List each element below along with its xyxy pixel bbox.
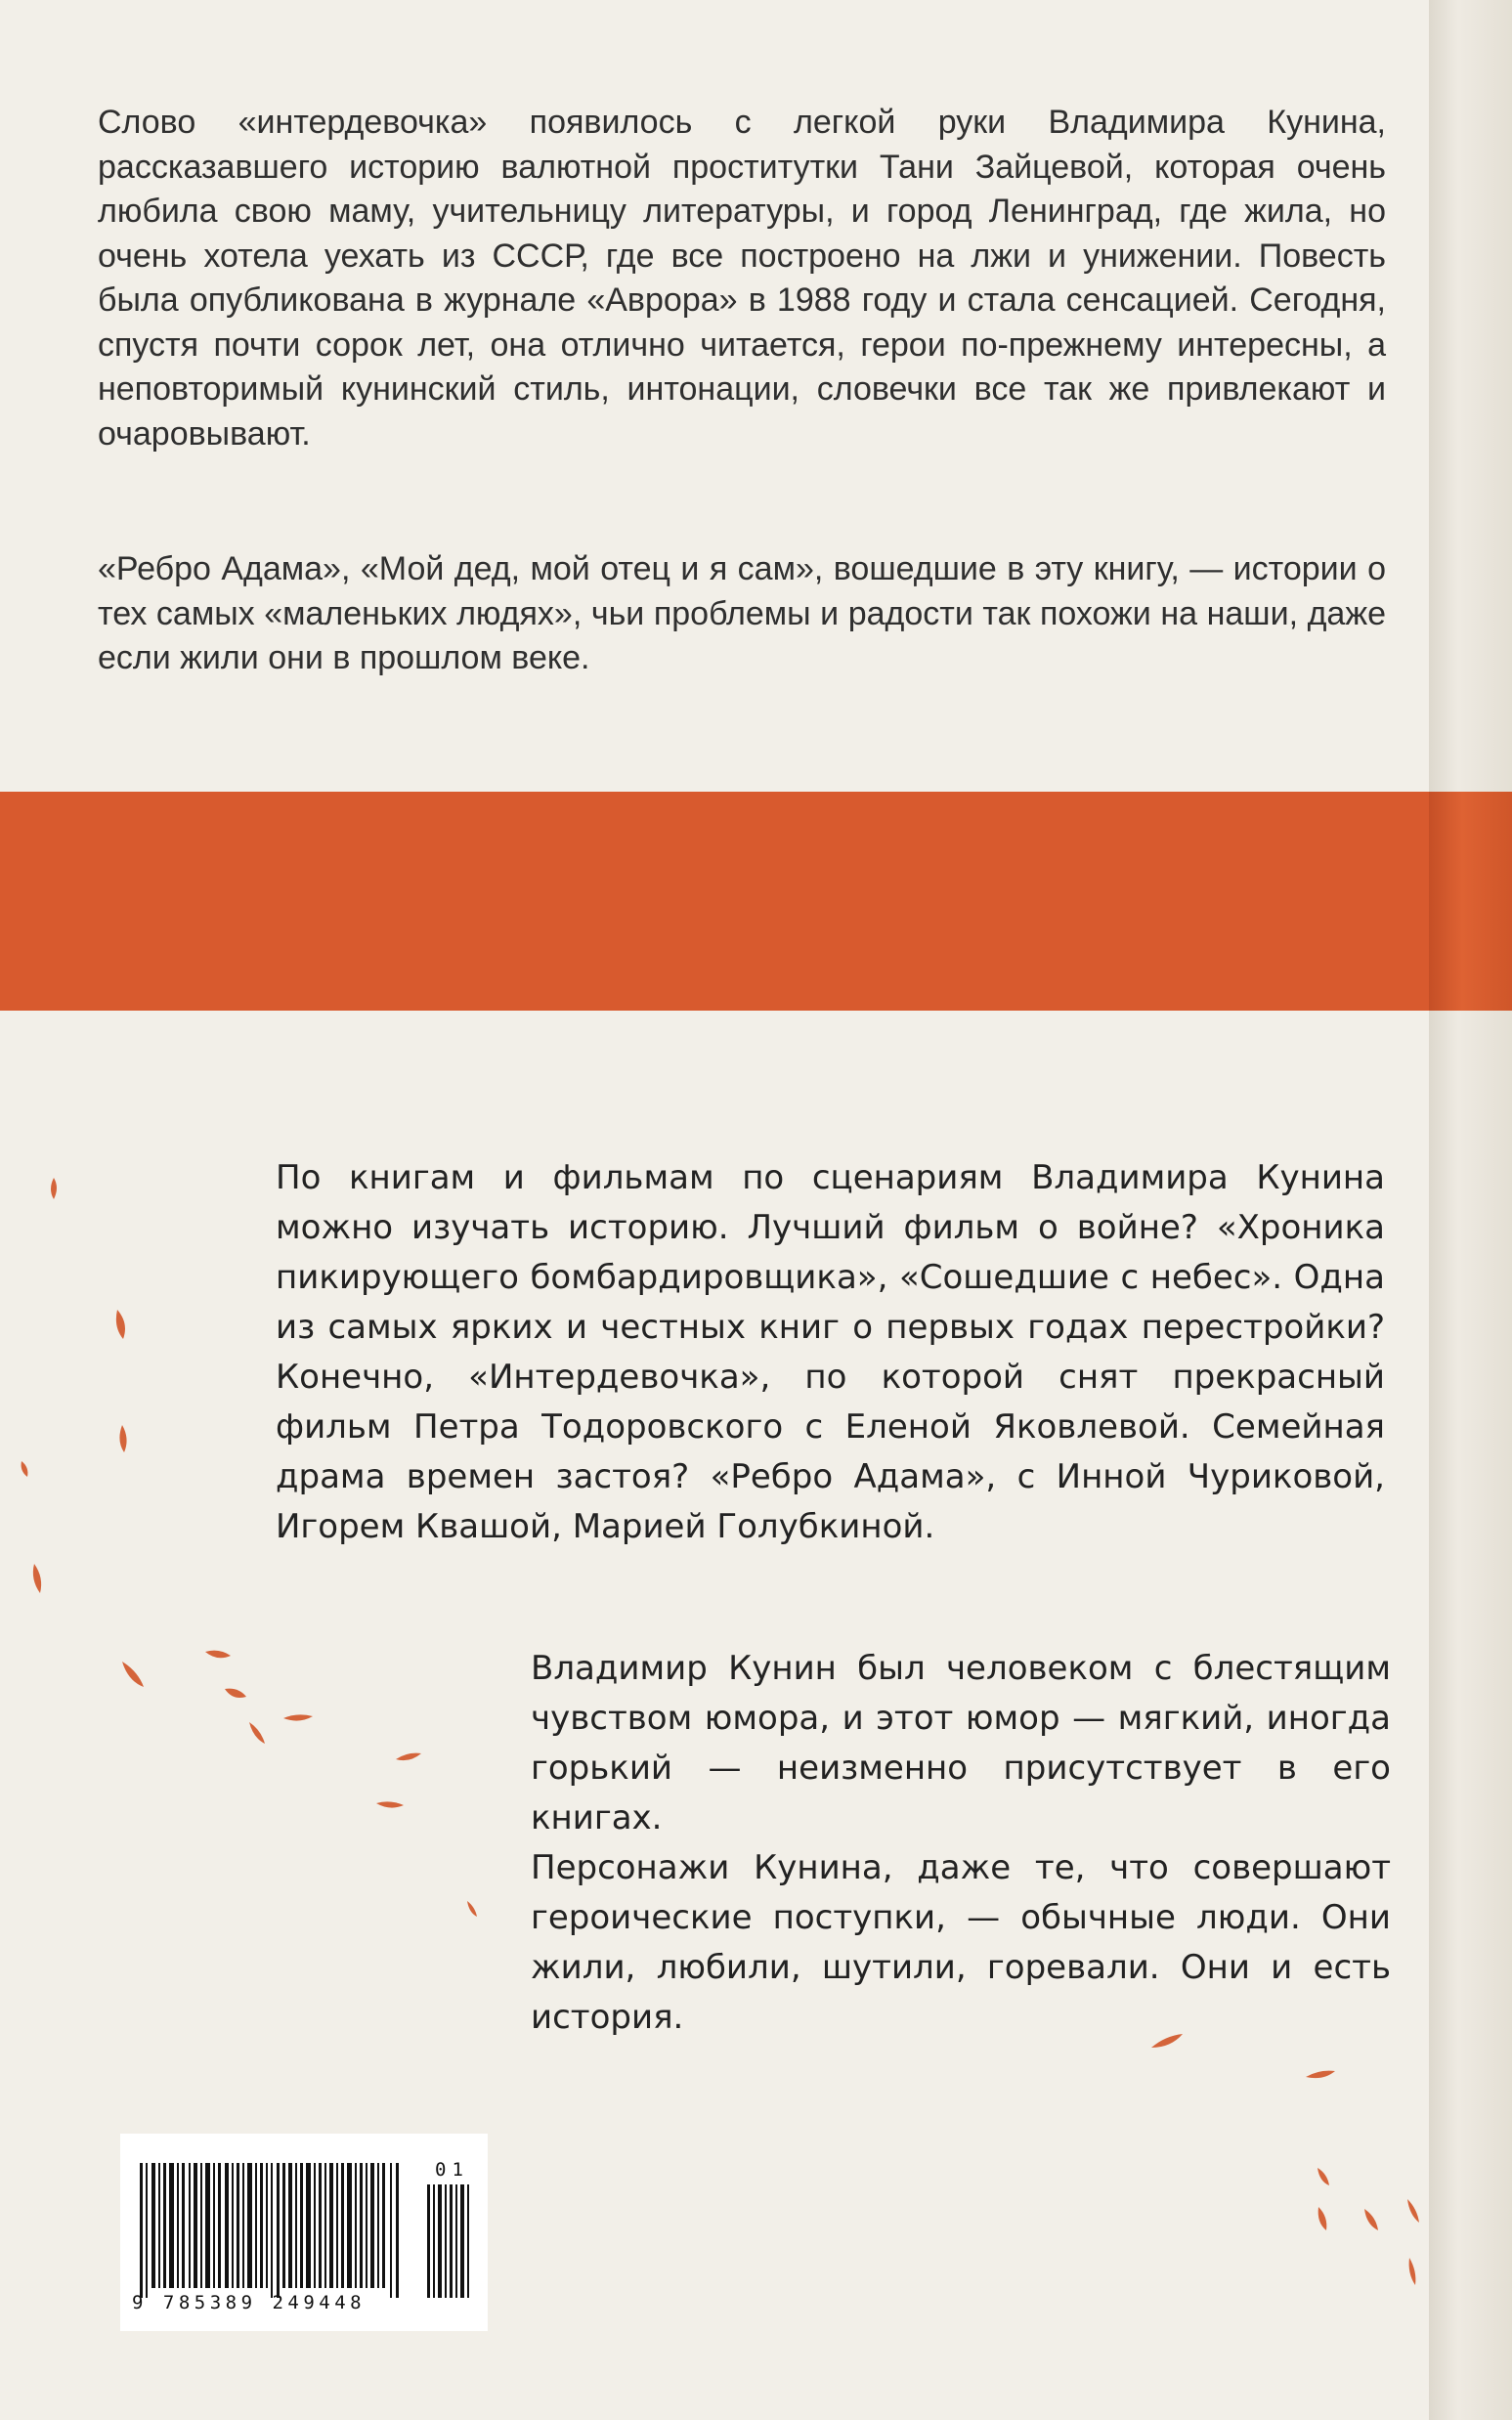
humor-block xyxy=(531,1644,1391,2043)
films-paragraph: По книгам и фильмам по сценариям Владимира Кунина можно изучать историю. Лучший фильм о войне? «Хроника пикирующего бомбардировщика», «Сошедшие с небес». Одна из самых ярких и честных книг о первых годах перестройки? Конечно, «Интердевочка», по которой снят прекрасный фильм Петра Тодоровского с Еленой Яковлевой. Семейная драма времен застоя? «Ребро Адама», с Инной Чуриковой, Игорем Квашой, Марией Голубкиной. xyxy=(276,1158,1385,1546)
orange-band xyxy=(0,792,1429,1011)
humor-paragraph: Владимир Кунин был человеком с блестящим чувством юмора, и этот юмор — мягкий, иногда горький — неизменно присутствует в его книгах. xyxy=(531,1649,1391,1837)
characters-paragraph: Персонажи Кунина, даже те, что совершают героические поступки, — обычные люди. Они жили, любили, шутили, горевали. Они и есть история. xyxy=(531,1848,1391,2037)
orange-band-spine xyxy=(1429,792,1512,1011)
barcode-addon: 01 xyxy=(435,2159,469,2181)
description-paragraph-2: «Ребро Адама», «Мой дед, мой отец и я сам», вошедшие в эту книгу, — истории о тех самых «маленьких людях», чьи проблемы и радости так похожи на наши, даже если жили они в прошлом веке. xyxy=(98,550,1386,676)
book-spine-edge xyxy=(1429,0,1512,2420)
description-paragraph-1: Слово «интердевочка» появилось с легкой руки Владимира Кунина, рассказавшего историю валютной проститутки Тани Зайцевой, которая очень любила свою маму, учительницу литературы, и город Ленинград, где жила, но очень хотела уехать из СССР, где все построено на лжи и унижении. Повесть была опубликована в журнале «Аврора» в 1988 году и стала сенсацией. Сегодня, спустя почти сорок лет, она отлично читается, герои по-прежнему интересны, а неповторимый кунинский стиль, интонации, словечки все так же привлекают и очаровывают. xyxy=(98,104,1386,453)
isbn-number: 9 785389 249448 xyxy=(132,2292,367,2313)
barcode-block xyxy=(120,2134,488,2331)
